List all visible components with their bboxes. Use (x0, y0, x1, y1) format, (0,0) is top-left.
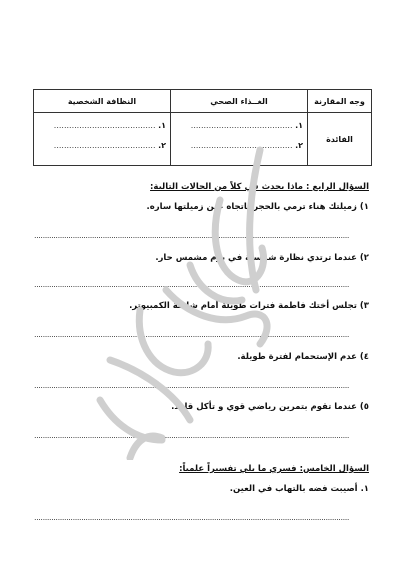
question-item: ٣) تجلس أختك فاطمة فترات طويلة أمام شاشة الكمبيوتر. (129, 301, 369, 311)
question-item: ١) زميلتك هناء ترمي بالحجر باتجاه عين زميلتها ساره. (146, 202, 369, 212)
question-item: ٢) عندما ترتدي نظارة شمسية في يوم مشمس حار. (155, 253, 369, 263)
answer-line[interactable]: ................................................................................................................................................... (34, 331, 350, 339)
answer-line[interactable]: ................................................................................................................................................... (34, 432, 350, 440)
question-item: ٤) عدم الإستحمام لفترة طويلة. (237, 352, 369, 362)
section4-title: السؤال الرابع : ماذا يحدث في كلاً من الحالات التالية: (150, 182, 369, 192)
answer-line[interactable]: ................................................................................................................................................... (34, 281, 350, 289)
answer-line[interactable]: ................................................................................................................................................... (34, 382, 350, 390)
answer-line-item: ١. ........................................ (53, 121, 166, 130)
table-header-row (34, 90, 372, 113)
question-item: ١. أصيبت فضه بالتهاب في العين. (229, 484, 369, 494)
answer-line-item: ٢. ........................................ (190, 141, 303, 150)
table-header-cell: وجه المقارنة (308, 90, 372, 113)
answer-line[interactable]: ................................................................................................................................................... (34, 514, 350, 522)
comparison-table (33, 89, 372, 166)
row-label: الفائدة (308, 113, 372, 166)
table-header-cell: الغــذاء الصحي (171, 90, 308, 113)
table-header-cell: النظافة الشخصية (34, 90, 171, 113)
section5-title: السؤال الخامس: فسري ما يلي تفسيراً علمياً: (179, 464, 369, 474)
answer-cell-hygiene[interactable] (34, 113, 171, 166)
answer-line[interactable]: ................................................................................................................................................... (34, 232, 350, 240)
answer-line-item: ١. ........................................ (190, 121, 303, 130)
table-row (34, 113, 372, 166)
question-item: ٥) عندما تقوم بتمرين رياضي قوي و تأكل قليلاً. (171, 402, 369, 412)
answer-line-item: ٢. ........................................ (53, 141, 166, 150)
answer-cell-healthy-food[interactable] (171, 113, 308, 166)
